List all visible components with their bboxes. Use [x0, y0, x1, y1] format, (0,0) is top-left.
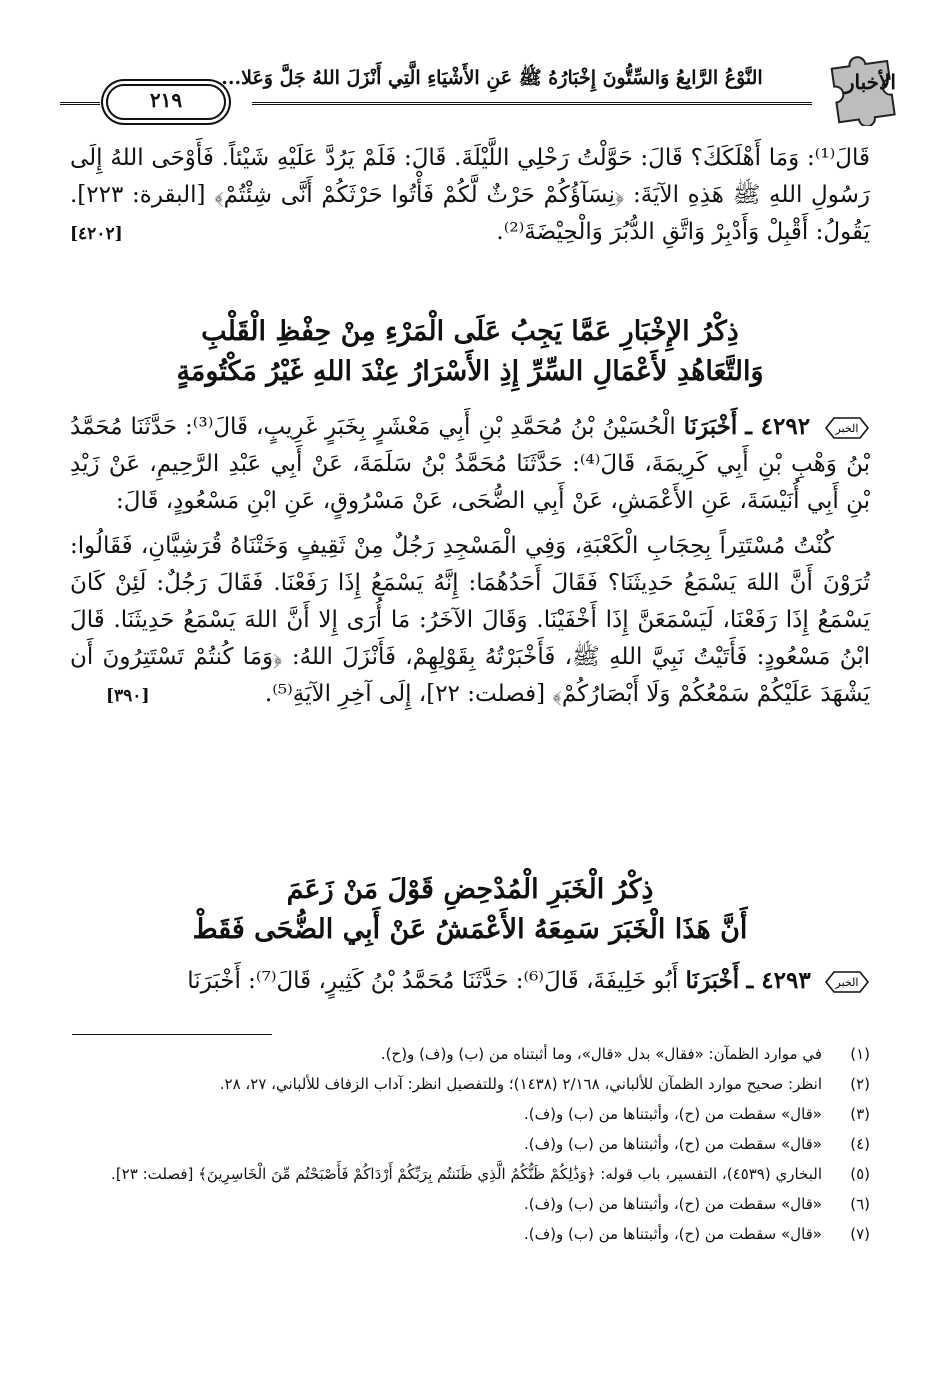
footnote-number: (٧)	[850, 1225, 870, 1243]
footnote	[70, 1192, 870, 1216]
passage-text	[70, 140, 870, 251]
khabar-ornament-icon	[824, 415, 870, 441]
matn-paragraph	[70, 528, 870, 713]
matn-text: كُنْتُ مُسْتَتِراً بِحِجَابِ الْكَعْبَةِ، وَفِي الْمَسْجِدِ رَجُلٌ مِنْ ثَقِيفٍ وَخَتْنَاهُ قُرَشِيَّانِ، فَقَالُوا: تُرَوْنَ أَنَّ اللهَ يَسْمَعُ حَدِيثَنَا؟ فَقَالَ أَحَدُهُمَا: إِنَّهُ يَسْمَعُ إِذَا رَفَعْنَا. فَقَالَ رَجُلٌ: لَئِنْ كَانَ يَسْمَعُ إِذَا رَفَعْنَا، لَيَسْمَعَنَّ إِذَا أَخْفَيْنَا. وَقَالَ الآخَرُ: مَا أُرَى إِلا أَنَّ اللهَ يَسْمَعُ حَدِيثَنَا. قَالَ ابْنُ مَسْعُودٍ: فَأَتَيْتُ نَبِيَّ اللهِ ﷺ، فَأَخْبَرْتُهُ بِقَوْلِهِمْ، فَأَنْزَلَ اللهُ: ﴿وَمَا كُنتُمْ تَسْتَتِرُونَ أَن يَشْهَدَ عَلَيْكُمْ سَمْعُكُمْ وَلَا أَبْصَارُكُمْ﴾ [فصلت: ٢٢]، إِلَى آخِرِ الآيَةِ⁽⁵⁾.	[70, 533, 870, 707]
top-passage	[70, 140, 870, 253]
isnad-paragraph	[70, 408, 870, 520]
section-heading	[70, 870, 870, 950]
badge-label: الأخبار	[844, 70, 896, 94]
page-number-box	[106, 84, 226, 120]
svg-text:الخبر: الخبر	[835, 976, 859, 989]
header-rule-left	[60, 102, 100, 105]
footnote	[70, 1072, 870, 1096]
akhbarana-word: أَخْبَرَنَا	[685, 967, 740, 994]
hadith-block	[70, 408, 870, 715]
page-header	[60, 40, 910, 130]
footnote-separator	[72, 1034, 272, 1035]
footnote-number: (١)	[850, 1045, 870, 1063]
footnote	[70, 1042, 870, 1066]
akhbarana-word: أَخْبَرَنَا	[683, 413, 738, 440]
hadith-number: ٤٢٩٢ ـ	[745, 413, 811, 440]
heading-line: ذِكْرُ الْخَبَرِ الْمُدْحِضِ قَوْلَ مَنْ زَعَمَ	[286, 874, 654, 905]
footnote-number: (٤)	[850, 1135, 870, 1153]
hadith-block	[70, 962, 870, 1000]
heading-line: أَنَّ هَذَا الْخَبَرَ سَمِعَهُ الأَعْمَشُ عَنْ أَبِي الضُّحَى فَقَطْ	[192, 914, 748, 945]
hadith-number: ٤٢٩٣ ـ	[746, 967, 811, 994]
khabar-ornament-icon	[824, 969, 870, 995]
section-heading	[70, 312, 870, 392]
footnote-text: انظر: صحيح موارد الظمآن للألباني، ٢/١٦٨ (١٤٣٨)؛ وللتفصيل انظر: آداب الزفاف للألباني، ٢٧، ٢٨.	[219, 1075, 822, 1093]
footnote	[70, 1162, 870, 1186]
reference-number: [٣٩٠]	[106, 686, 150, 706]
footnote-text: «قال» سقطت من (ح)، وأثبتناها من (ب) و(ف).	[523, 1225, 822, 1243]
isnad-paragraph	[70, 962, 870, 1000]
page-number: ٢١٩	[149, 88, 183, 112]
heading-line: وَالتَّعَاهُدِ لأَعْمَالِ السِّرِّ إِذِ الأَسْرَارُ عِنْدَ اللهِ غَيْرُ مَكْتُومَةٍ	[176, 356, 764, 387]
passage-body: قَالَ⁽¹⁾: وَمَا أَهْلَكَكَ؟ قَالَ: حَوَّلْتُ رَحْلِي اللَّيْلَةَ. قَالَ: فَلَمْ يَرُدَّ عَلَيْهِ شَيْئاً. فَأَوْحَى اللهُ إِلَى رَسُولِ اللهِ ﷺ هَذِهِ الآيَةَ: ﴿نِسَآؤُكُمْ حَرْثٌ لَّكُمْ فَأْتُوا حَرْثَكُمْ أَنَّى شِئْتُمْ﴾ [البقرة: ٢٢٣]. يَقُولُ: أَقْبِلْ وَأَدْبِرْ وَاتَّقِ الدُّبُرَ وَالْحِيْضَةَ⁽²⁾.	[70, 145, 870, 245]
footnote-text: البخاري (٤٥٣٩)، التفسير، باب قوله: ﴿وَذَٰلِكُمْ ظَنُّكُمُ الَّذِي ظَنَنتُم بِرَبِّكُمْ أَرْدَاكُمْ فَأَصْبَحْتُم مِّنَ الْخَاسِرِينَ﴾ [فصلت: ٢٣].	[111, 1165, 822, 1183]
footnote-text: «قال» سقطت من (ح)، وأثبتناها من (ب) و(ف).	[523, 1195, 822, 1213]
heading-line: ذِكْرُ الإِخْبَارِ عَمَّا يَجِبُ عَلَى الْمَرْءِ مِنْ حِفْظِ الْقَلْبِ	[201, 316, 739, 347]
footnotes	[70, 1042, 870, 1252]
header-rule-right	[252, 102, 812, 105]
footnote	[70, 1132, 870, 1156]
running-title: النَّوْعُ الرَّابِعُ وَالسِّتُّونَ إِخْبَارُهُ ﷺ عَنِ الأَشْيَاءِ الَّتِي أَنْزَلَ اللهُ جَلَّ وَعَلا...	[221, 67, 763, 89]
footnote-text: «قال» سقطت من (ح)، وأثبتناها من (ب) و(ف).	[523, 1135, 822, 1153]
footnote-text: «قال» سقطت من (ح)، وأثبتناها من (ب) و(ف).	[523, 1105, 822, 1123]
footnote-number: (٦)	[850, 1195, 870, 1213]
footnote-text: في موارد الظمآن: «فقال» بدل «قال»، وما أثبتناه من (ب) و(ف) و(ح).	[380, 1045, 822, 1063]
footnote-number: (٥)	[850, 1165, 870, 1183]
footnote-number: (٣)	[850, 1105, 870, 1123]
footnote-number: (٢)	[850, 1075, 870, 1093]
isnad-text: أَبُو خَلِيفَةَ، قَالَ⁽⁶⁾: حَدَّثَنَا مُحَمَّدُ بْنُ كَثِيرٍ، قَالَ⁽⁷⁾: أَخْبَرَنَا	[187, 968, 679, 994]
footnote	[70, 1102, 870, 1126]
reference-number: [٤٢٠٢]	[70, 224, 123, 244]
isnad-text: الْحُسَيْنُ بْنُ مُحَمَّدِ بْنِ أَبِي مَعْشَرٍ بِخَبَرٍ غَرِيبٍ، قَالَ⁽³⁾: حَدَّثَنَا مُحَمَّدُ بْنُ وَهْبِ بْنِ أَبِي كَرِيمَةَ، قَالَ⁽⁴⁾: حَدَّثَنَا مُحَمَّدُ بْنُ سَلَمَةَ، عَنْ أَبِي عَبْدِ الرَّحِيمِ، عَنْ زَيْدِ بْنِ أَبِي أُنَيْسَةَ، عَنِ الأَعْمَشِ، عَنْ أَبِي الضُّحَى، عَنْ مَسْرُوقٍ، عَنِ ابْنِ مَسْعُودٍ، قَالَ:	[70, 414, 870, 514]
footnote	[70, 1222, 870, 1246]
svg-text:الخبر: الخبر	[835, 422, 859, 435]
